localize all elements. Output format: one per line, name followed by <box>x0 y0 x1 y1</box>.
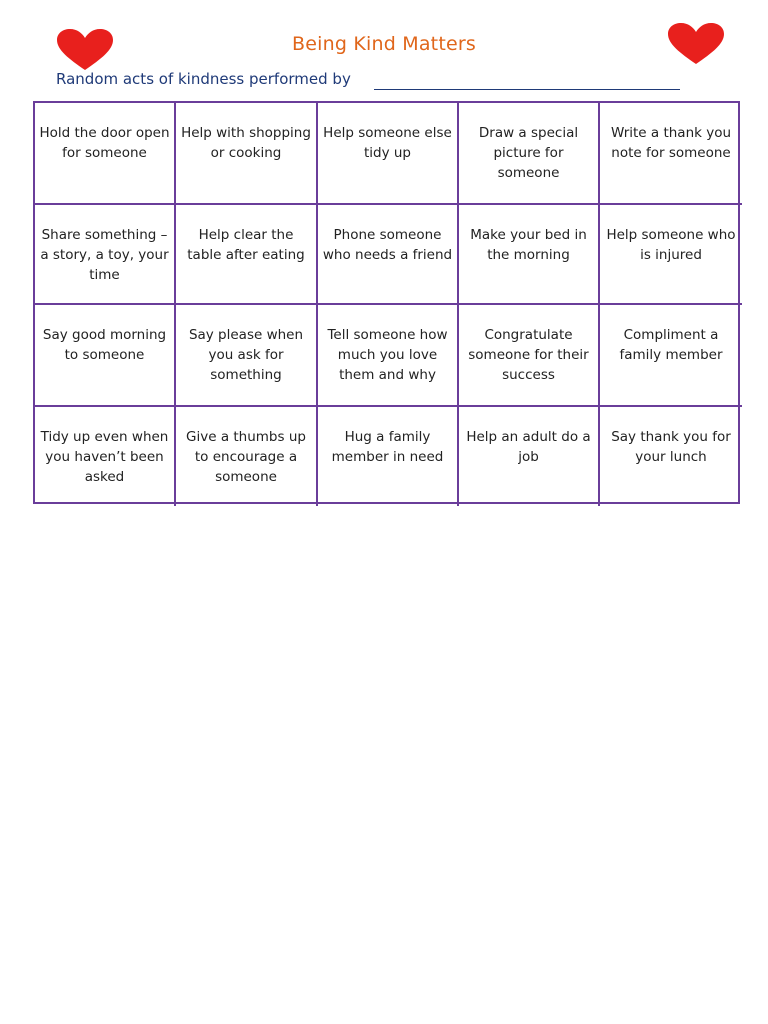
grid-cell: Compliment a family member <box>600 305 742 407</box>
grid-cell: Say good morning to someone <box>35 305 176 407</box>
grid-cell: Tell someone how much you love them and why <box>318 305 459 407</box>
grid-cell: Hug a family member in need <box>318 407 459 506</box>
grid-cell: Share something – a story, a toy, your time <box>35 205 176 305</box>
grid-cell: Tidy up even when you haven’t been asked <box>35 407 176 506</box>
page-title: Being Kind Matters <box>292 33 476 55</box>
grid-cell: Make your bed in the morning <box>459 205 600 305</box>
grid-cell: Help an adult do a job <box>459 407 600 506</box>
name-blank-line <box>374 89 680 90</box>
grid-cell: Congratulate someone for their success <box>459 305 600 407</box>
grid-cell: Phone someone who needs a friend <box>318 205 459 305</box>
grid-cell: Help clear the table after eating <box>176 205 318 305</box>
performed-by-label: Random acts of kindness performed by <box>56 70 351 88</box>
performed-by-row <box>56 70 696 92</box>
grid-cell: Write a thank you note for someone <box>600 103 742 205</box>
grid-cell: Give a thumbs up to encourage a someone <box>176 407 318 506</box>
grid-cell: Help someone else tidy up <box>318 103 459 205</box>
grid-cell: Help someone who is injured <box>600 205 742 305</box>
grid-cell: Hold the door open for someone <box>35 103 176 205</box>
grid-cell: Say thank you for your lunch <box>611 429 731 465</box>
grid-cell: Say please when you ask for something <box>176 305 318 407</box>
grid-cell: Draw a special picture for someone <box>459 103 600 205</box>
grid-cell: Help with shopping or cooking <box>176 103 318 205</box>
kindness-grid <box>33 101 740 504</box>
